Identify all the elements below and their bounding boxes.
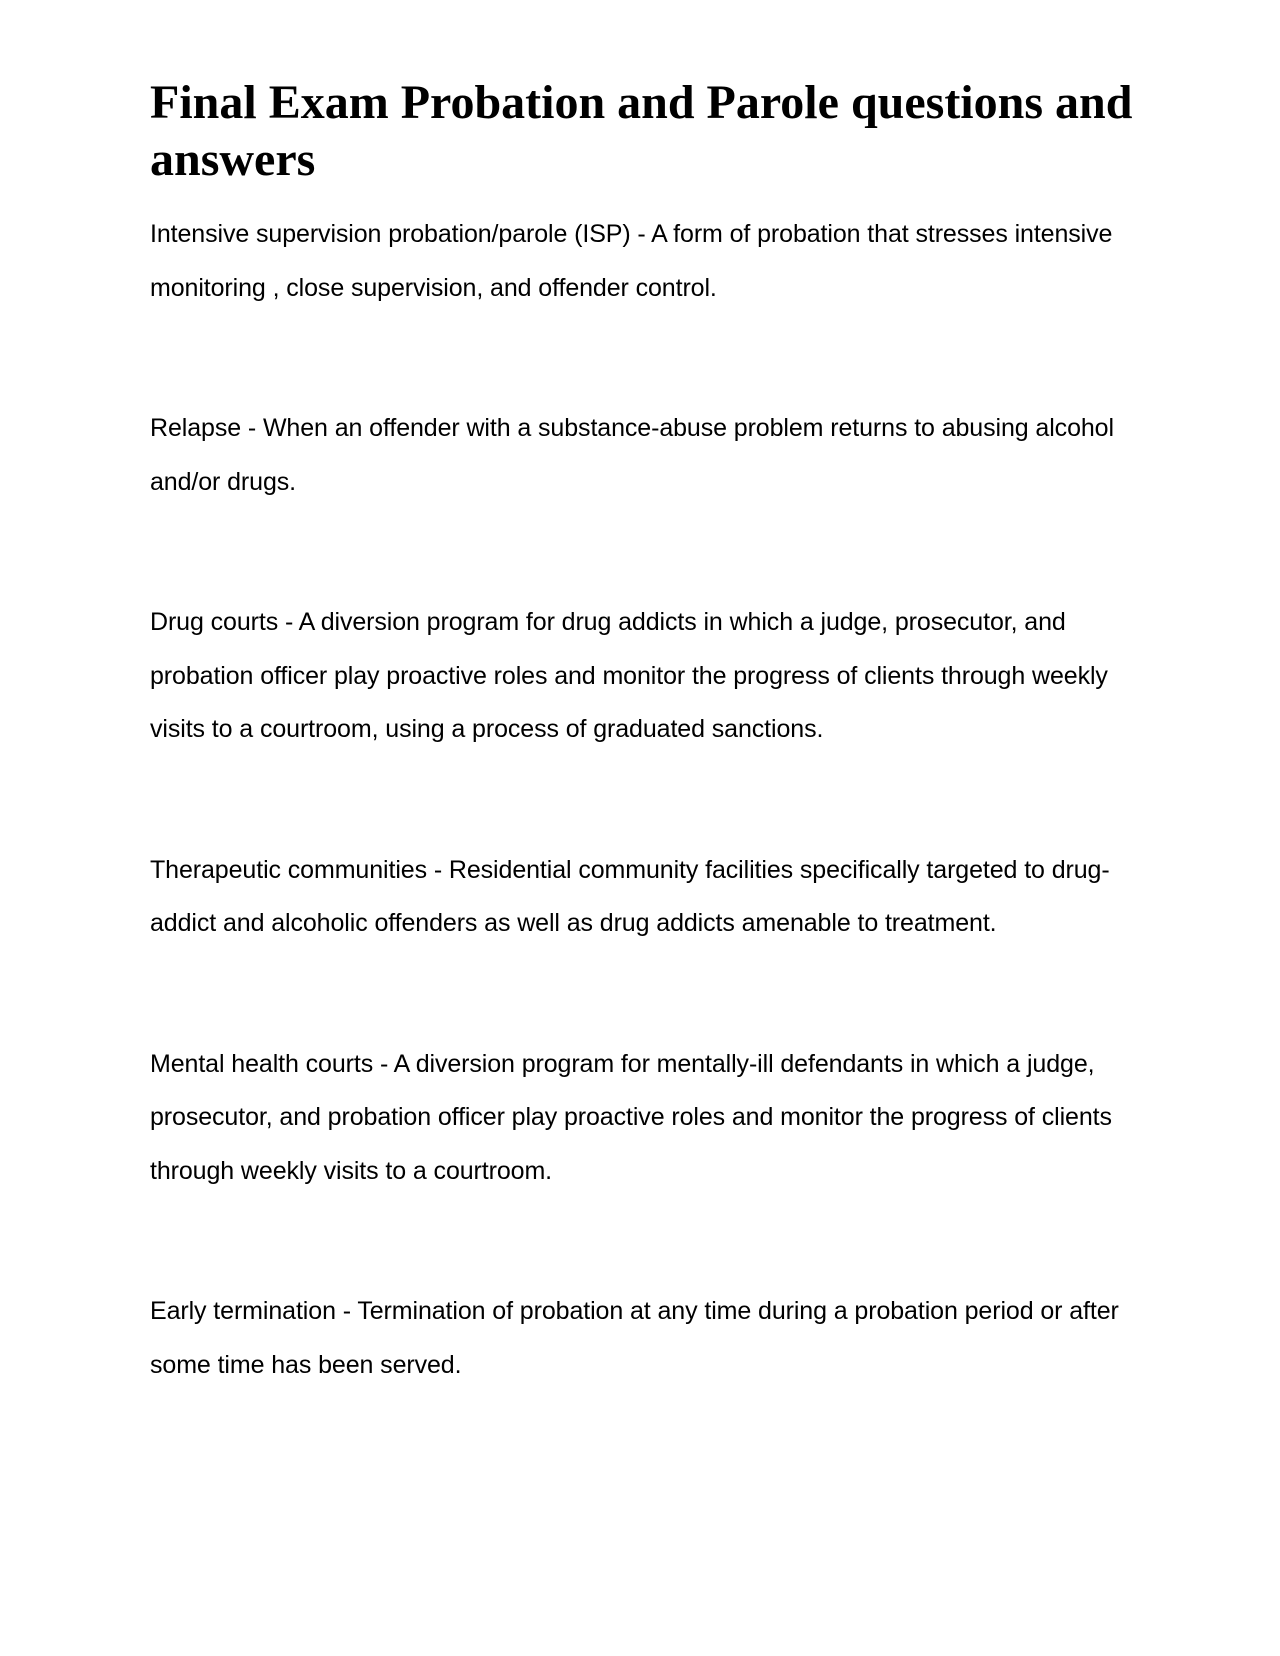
entry-mental-health-courts: Mental health courts - A diversion program for mentally-ill defendants in which a judge, prosecutor, and probation officer play proactive roles and monitor the progress of clients through weekly visits to a courtroom. <box>150 1049 1112 1185</box>
entry-relapse: Relapse - When an offender with a substance-abuse problem returns to abusing alcohol and/or drugs. <box>150 414 1114 496</box>
entry-therapeutic-communities: Therapeutic communities - Residential community facilities specifically targeted to drug-addict and alcoholic offenders as well as drug addicts amenable to treatment. <box>150 855 1110 937</box>
entry-isp: Intensive supervision probation/parole (ISP) - A form of probation that stresses intensive monitoring , close supervision, and offender control. <box>150 220 1113 302</box>
document-title: Final Exam Probation and Parole questions and answers <box>150 76 1133 186</box>
document-content <box>150 74 1140 1392</box>
entry-early-termination: Early termination - Termination of probation at any time during a probation period or after some time has been served. <box>150 1297 1119 1379</box>
entry-drug-courts: Drug courts - A diversion program for drug addicts in which a judge, prosecutor, and probation officer play proactive roles and monitor the progress of clients through weekly visits to a courtroom, using a process of graduated sanctions. <box>150 608 1108 743</box>
